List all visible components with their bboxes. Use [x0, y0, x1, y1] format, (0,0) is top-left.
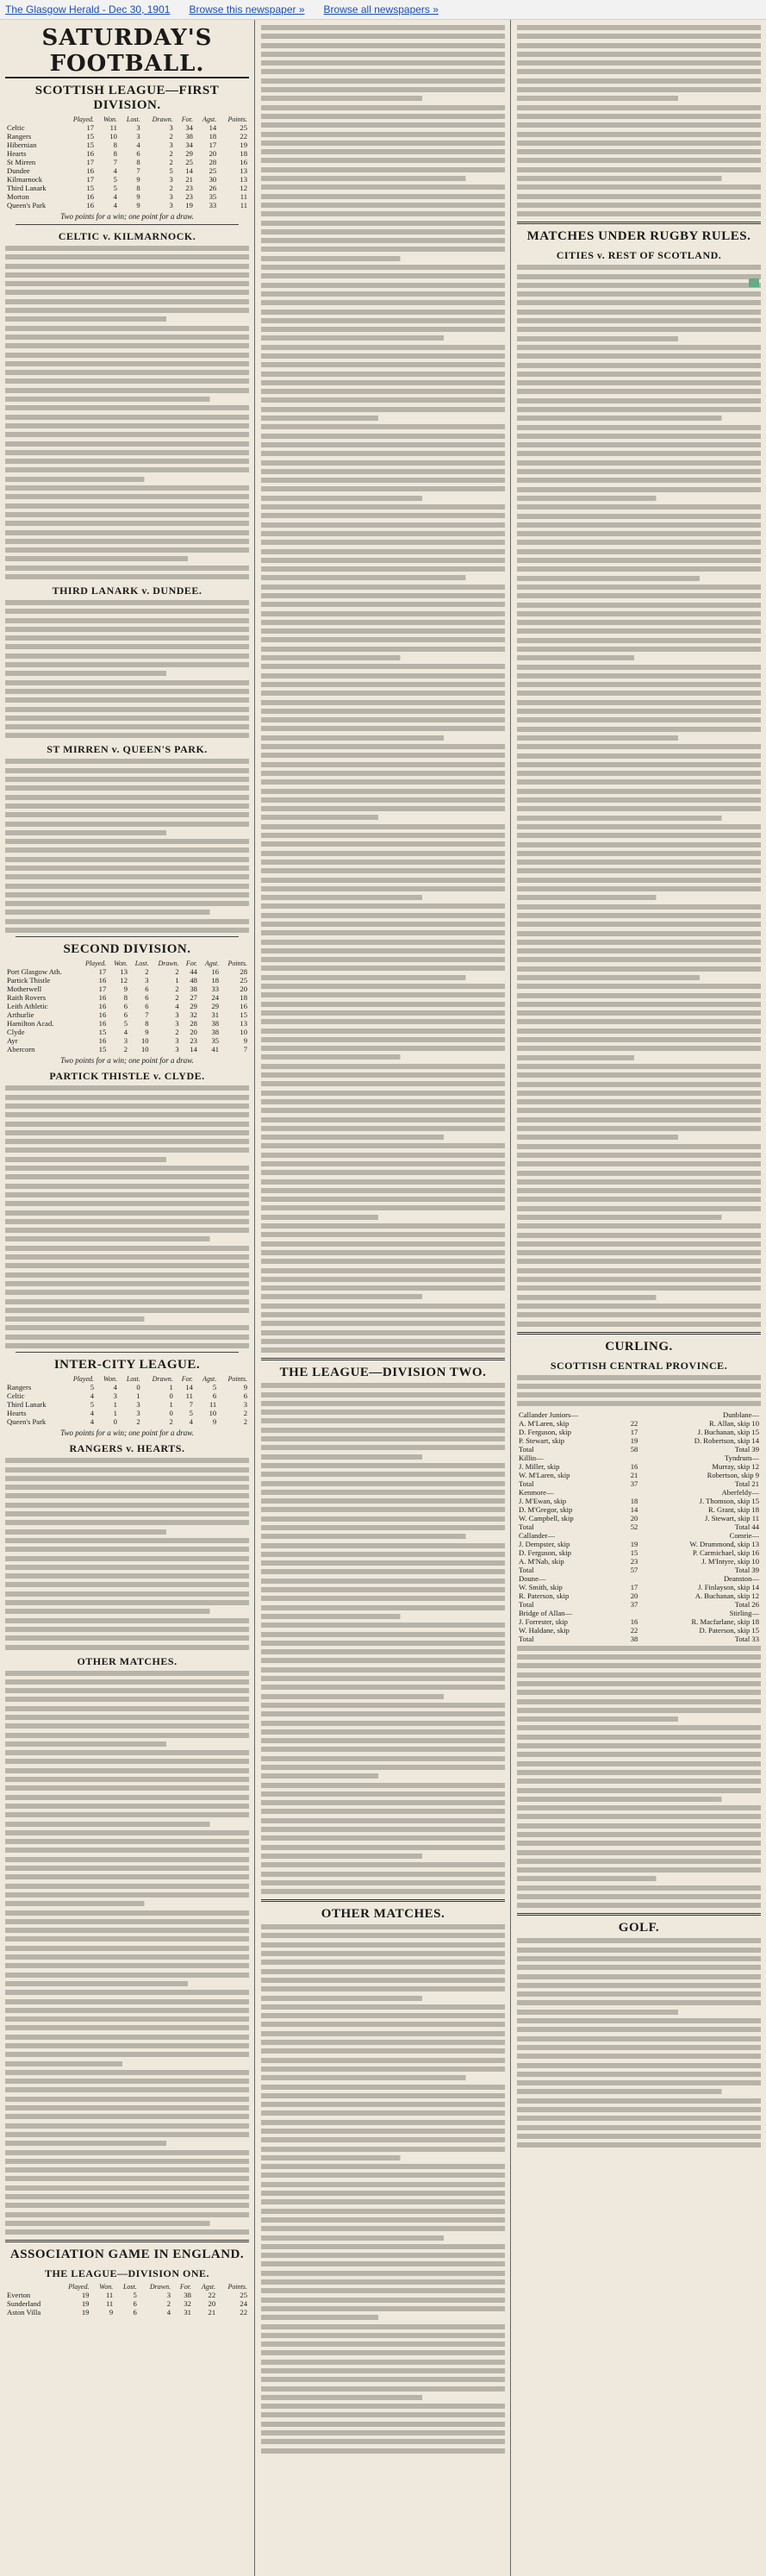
table-row: Motherwell 17 9 6 2 38 33 20: [7, 985, 247, 994]
table-row: W. Campbell, skip 20 J. Stewart, skip 11: [519, 1513, 759, 1522]
table-row: Bridge of Allan— Stirling—: [519, 1608, 759, 1617]
heading-curling: CURLING.: [605, 1339, 673, 1354]
browse-newspaper-link[interactable]: Browse this newspaper »: [189, 3, 305, 16]
heading-cities-rest: CITIES v. REST OF SCOTLAND.: [556, 249, 722, 262]
table-row: Total 38 Total 33: [519, 1634, 759, 1643]
heading-partick-clyde: PARTICK THISTLE v. CLYDE.: [49, 1070, 205, 1083]
table-row: Partick Thistle 16 12 3 1 48 18 25: [7, 976, 247, 985]
table-row: J. Forrester, skip 16 R. Macfarlane, skip 18: [519, 1616, 759, 1626]
points-note: Two points for a win; one point for a draw.: [60, 1429, 194, 1438]
points-note: Two points for a win; one point for a draw.: [60, 1056, 194, 1066]
heading-second-division: SECOND DIVISION.: [63, 942, 191, 957]
heading-rangers-hearts: RANGERS v. HEARTS.: [69, 1442, 185, 1455]
table-row: Total 58 Total 39: [519, 1444, 759, 1454]
table-row: D. Ferguson, skip 17 J. Buchanan, skip 15: [519, 1427, 759, 1436]
table-row: J. M'Ewan, skip 18 J. Thomson, skip 15: [519, 1496, 759, 1505]
heading-league-division-one: THE LEAGUE—DIVISION ONE.: [44, 2267, 210, 2280]
heading-association-england: ASSOCIATION GAME IN ENGLAND.: [9, 2248, 245, 2262]
article-body: [517, 1938, 761, 2148]
table-row: D. Ferguson, skip 15 P. Carmichael, skip 16: [519, 1547, 759, 1557]
divider: [16, 1352, 239, 1353]
table-row: Sunderland 19 11 6 2 32 20 24: [7, 2299, 247, 2309]
table-row: J. Miller, skip 16 Murray, skip 12: [519, 1461, 759, 1471]
curling-results: [517, 1410, 761, 1643]
table-row: Rangers 15 10 3 2 38 18 22: [7, 132, 247, 141]
table-row: Queen's Park 4 0 2 2 4 9 2: [7, 1417, 247, 1427]
table-row: Total 52 Total 44: [519, 1522, 759, 1531]
table-row: Ayr 16 3 10 3 23 35 9: [7, 1036, 247, 1046]
article-body: [261, 25, 505, 1353]
table-row: W. M'Laren, skip 21 Robertson, skip 9: [519, 1470, 759, 1479]
newspaper-page: [0, 20, 766, 2576]
table-row: Total 37 Total 26: [519, 1599, 759, 1609]
divider: [5, 2240, 249, 2242]
table-row: W. Smith, skip 17 J. Finlayson, skip 14: [519, 1582, 759, 1591]
divider: [261, 1899, 505, 1902]
table-row: A. M'Laren, skip 22 R. Allan, skip 10: [519, 1418, 759, 1428]
table-row: Celtic 4 3 1 0 11 6 6: [7, 1391, 247, 1401]
table-row: St Mirren 17 7 8 2 25 28 16: [7, 158, 247, 166]
table-row: Rangers 5 4 0 1 14 5 9: [7, 1383, 247, 1392]
article-body: [517, 1646, 761, 1909]
heading-other-matches-2: OTHER MATCHES.: [321, 1907, 445, 1922]
table-row: P. Stewart, skip 19 D. Robertson, skip 14: [519, 1435, 759, 1445]
table-row: Callander Juniors— Dunblane—: [519, 1410, 759, 1419]
column-3: [512, 20, 766, 2576]
heading-celtic-kilmarnock: CELTIC v. KILMARNOCK.: [58, 230, 196, 242]
article-body: [517, 1375, 761, 1407]
table-row: W. Haldane, skip 22 D. Paterson, skip 15: [519, 1625, 759, 1635]
masthead: SATURDAY'S FOOTBALL.: [5, 25, 249, 78]
table-row: Queen's Park 16 4 9 3 19 33 11: [7, 201, 247, 209]
league-table-second-division: Played. Won. Lost. Drawn. For. Agst. Points. Port Glasgow Ath. 17 13 2 2 44 16 28 Partick Thistle 16 12 3 1 48 18 25 Motherwell 17 9 6 2 38 33 20 Raith Rovers 16 8 6 2 27 24 18 Leith Athletic 16 6 6 4 29 29 16 Arthurlie 16 6 7 3 32 31 15 Hamilton Acad. 16 5 8 3 28 38 13 Clyde 15 4 9 2 20 38 10 Ayr 16 3 10 3 23 35 9 Abercorn 15 2 10 3 14 41 7: [7, 960, 247, 1054]
table-row: Killin— Tyndrum—: [519, 1453, 759, 1462]
table-row: Everton 19 11 5 3 38 22 25: [7, 2291, 247, 2300]
article-body: [5, 1458, 249, 1649]
league-table-england-div1: Played. Won. Lost. Drawn. For. Agst. Points. Everton 19 11 5 3 38 22 25 Sunderland 19 11 6 2 32 20 24 Aston Villa 19 9 6 4 31 21 22: [7, 2283, 247, 2317]
table-row: Total 37 Total 21: [519, 1479, 759, 1488]
article-body: [5, 1671, 249, 2235]
league-table-first-division: Played. Won. Lost. Drawn. For. Agst. Points. Celtic 17 11 3 3 34 14 25 Rangers 15 10 3 2 38 18 22 Hibernian 15 8 4 3 34 17 19 Hearts 16 8 6 2 29 20 18 St Mirren 17 7 8 2 25 28 16 Dundee 16 4 7 5 14 25 13 Kilmarnock 17 5 9 3 21 30 13 Third Lanark 15 5 8 2 23 26 12 Morton 16 4 9 3 23 35 11 Queen's Park 16 4 9 3 19 33 11: [7, 116, 247, 209]
table-row: Port Glasgow Ath. 17 13 2 2 44 16 28: [7, 967, 247, 977]
article-body: [5, 246, 249, 579]
article-body: [517, 25, 761, 216]
article-body: [261, 1924, 505, 2454]
heading-rugby: MATCHES UNDER RUGBY RULES.: [526, 229, 751, 244]
table-row: Total 57 Total 39: [519, 1565, 759, 1574]
table-row: Clyde 15 4 9 2 20 38 10: [7, 1028, 247, 1037]
bookmark-flag-icon: [749, 278, 759, 287]
table-row: Abercorn 15 2 10 3 14 41 7: [7, 1045, 247, 1054]
table-row: A. M'Nab, skip 23 J. M'Intyre, skip 10: [519, 1556, 759, 1566]
article-body: [261, 1383, 505, 1894]
table-row: Kilmarnock 17 5 9 3 21 30 13: [7, 175, 247, 184]
heading-league-division-two: THE LEAGUE—DIVISION TWO.: [279, 1366, 487, 1380]
heading-scottish-league-first: SCOTTISH LEAGUE—FIRST DIVISION.: [34, 84, 220, 112]
article-body: [517, 265, 761, 1326]
browser-topbar: [0, 0, 766, 20]
league-table-inter-city: Played. Won. Lost. Drawn. For. Agst. Points. Rangers 5 4 0 1 14 5 9 Celtic 4 3 1 0 11 6 6 Third Lanark 5 1 3 1 7 11 3 Hearts 4 1 3 0 5 10 2 Queen's Park 4 0 2 2 4 9 2: [7, 1375, 247, 1427]
table-row: Aston Villa 19 9 6 4 31 21 22: [7, 2308, 247, 2317]
table-row: Hearts 4 1 3 0 5 10 2: [7, 1409, 247, 1418]
table-row: Kenmore— Aberfeldy—: [519, 1487, 759, 1497]
table-row: J. Dempster, skip 19 W. Drummond, skip 13: [519, 1539, 759, 1548]
table-row: Raith Rovers 16 8 6 2 27 24 18: [7, 993, 247, 1003]
article-body: [5, 1085, 249, 1348]
divider: [261, 1358, 505, 1360]
divider: [16, 936, 239, 937]
table-row: Callander— Comrie—: [519, 1530, 759, 1540]
heading-golf: GOLF.: [618, 1921, 660, 1935]
column-1: [0, 20, 255, 2576]
table-row: D. M'Gregor, skip 14 R. Grant, skip 18: [519, 1504, 759, 1514]
browse-all-link[interactable]: Browse all newspapers »: [323, 3, 439, 16]
heading-other-matches: OTHER MATCHES.: [77, 1654, 177, 1667]
table-row: Dundee 16 4 7 5 14 25 13: [7, 166, 247, 175]
divider: [16, 224, 239, 225]
heading-third-lanark-dundee: THIRD LANARK v. DUNDEE.: [52, 584, 202, 597]
article-body: [5, 600, 249, 738]
table-row: Hamilton Acad. 16 5 8 3 28 38 13: [7, 1019, 247, 1029]
heading-st-mirren-queens-park: ST MIRREN v. QUEEN'S PARK.: [47, 743, 208, 756]
table-row: Third Lanark 15 5 8 2 23 26 12: [7, 184, 247, 192]
table-row: Morton 16 4 9 3 23 35 11: [7, 192, 247, 201]
article-body: [5, 759, 249, 933]
table-row: Hearts 16 8 6 2 29 20 18: [7, 149, 247, 158]
heading-inter-city-league: INTER-CITY LEAGUE.: [53, 1358, 201, 1372]
divider: [517, 1332, 761, 1335]
divider: [517, 1913, 761, 1916]
points-note: Two points for a win; one point for a draw.: [60, 212, 194, 221]
table-row: R. Paterson, skip 20 A. Buchanan, skip 12: [519, 1591, 759, 1600]
source-link[interactable]: The Glasgow Herald - Dec 30, 1901: [5, 3, 171, 16]
table-row: Arthurlie 16 6 7 3 32 31 15: [7, 1010, 247, 1020]
heading-central-province: SCOTTISH CENTRAL PROVINCE.: [550, 1359, 728, 1372]
column-2: [256, 20, 511, 2576]
divider: [517, 222, 761, 224]
table-row: Hibernian 15 8 4 3 34 17 19: [7, 141, 247, 149]
table-row: Celtic 17 11 3 3 34 14 25: [7, 123, 247, 132]
table-row: Leith Athletic 16 6 6 4 29 29 16: [7, 1002, 247, 1011]
table-row: Third Lanark 5 1 3 1 7 11 3: [7, 1400, 247, 1410]
table-row: Doune— Deanston—: [519, 1573, 759, 1583]
